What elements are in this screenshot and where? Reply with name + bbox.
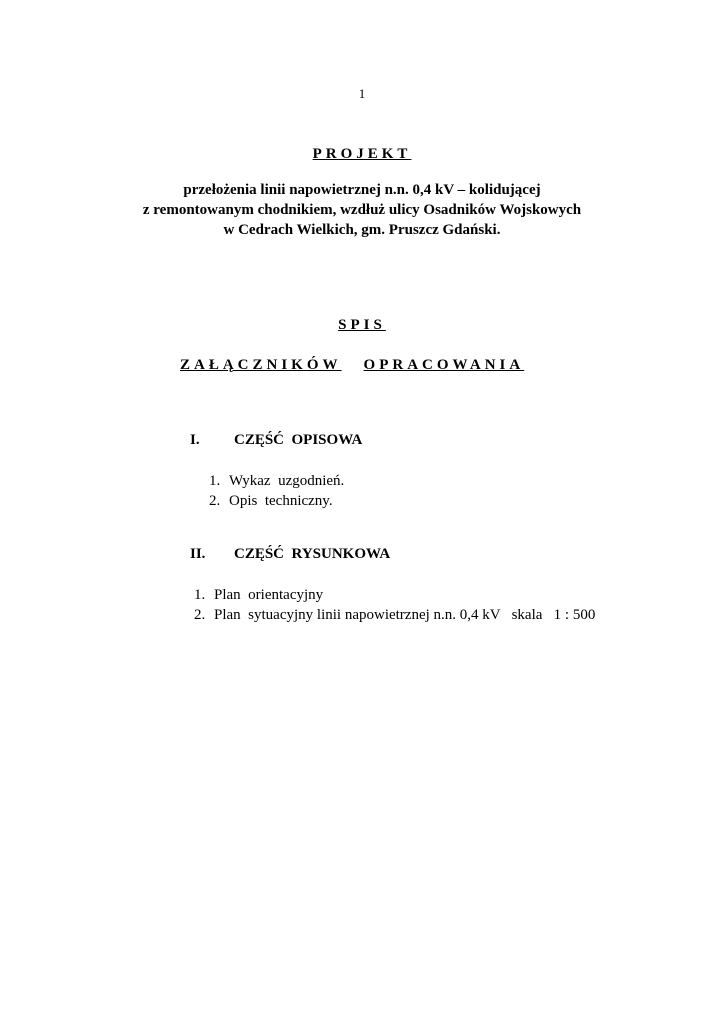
section-title: CZĘŚĆ OPISOWA — [234, 432, 363, 448]
project-description-line-1: przełożenia linii napowietrznej n.n. 0,4 kV – kolidującej — [183, 182, 541, 198]
list-item — [209, 491, 333, 511]
section-numeral: I. — [190, 432, 200, 448]
list-item — [194, 585, 323, 605]
list-item-number: 2. — [194, 607, 206, 623]
list-item-text: Plan orientacyjny — [214, 587, 324, 603]
section-descriptive-heading — [190, 432, 362, 449]
page-number: 1 — [358, 86, 366, 101]
project-title: PROJEKT — [312, 146, 412, 162]
section-numeral: II. — [190, 546, 206, 562]
attachments-title — [180, 357, 524, 374]
project-description-line-2: z remontowanym chodnikiem, wzdłuż ulicy Osadników Wojskowych — [142, 202, 582, 218]
list-item-number: 2. — [209, 493, 221, 509]
list-item-number: 1. — [209, 473, 221, 489]
spis-title: SPIS — [338, 317, 386, 333]
list-item — [209, 471, 344, 491]
list-item-text: Plan sytuacyjny linii napowietrznej n.n. 0,4 kV skala 1 : 500 — [214, 607, 596, 623]
project-description-line-3: w Cedrach Wielkich, gm. Pruszcz Gdański. — [223, 222, 501, 238]
attachments-title-word-2: OPRACOWANIA — [363, 357, 525, 373]
list-item-number: 1. — [194, 587, 206, 603]
attachments-title-word-1: ZAŁĄCZNIKÓW — [180, 357, 342, 373]
list-item — [194, 605, 595, 625]
list-item-text: Opis techniczny. — [229, 493, 333, 509]
section-drawings-heading — [190, 546, 390, 563]
section-title: CZĘŚĆ RYSUNKOWA — [234, 546, 391, 562]
list-item-text: Wykaz uzgodnień. — [229, 473, 345, 489]
